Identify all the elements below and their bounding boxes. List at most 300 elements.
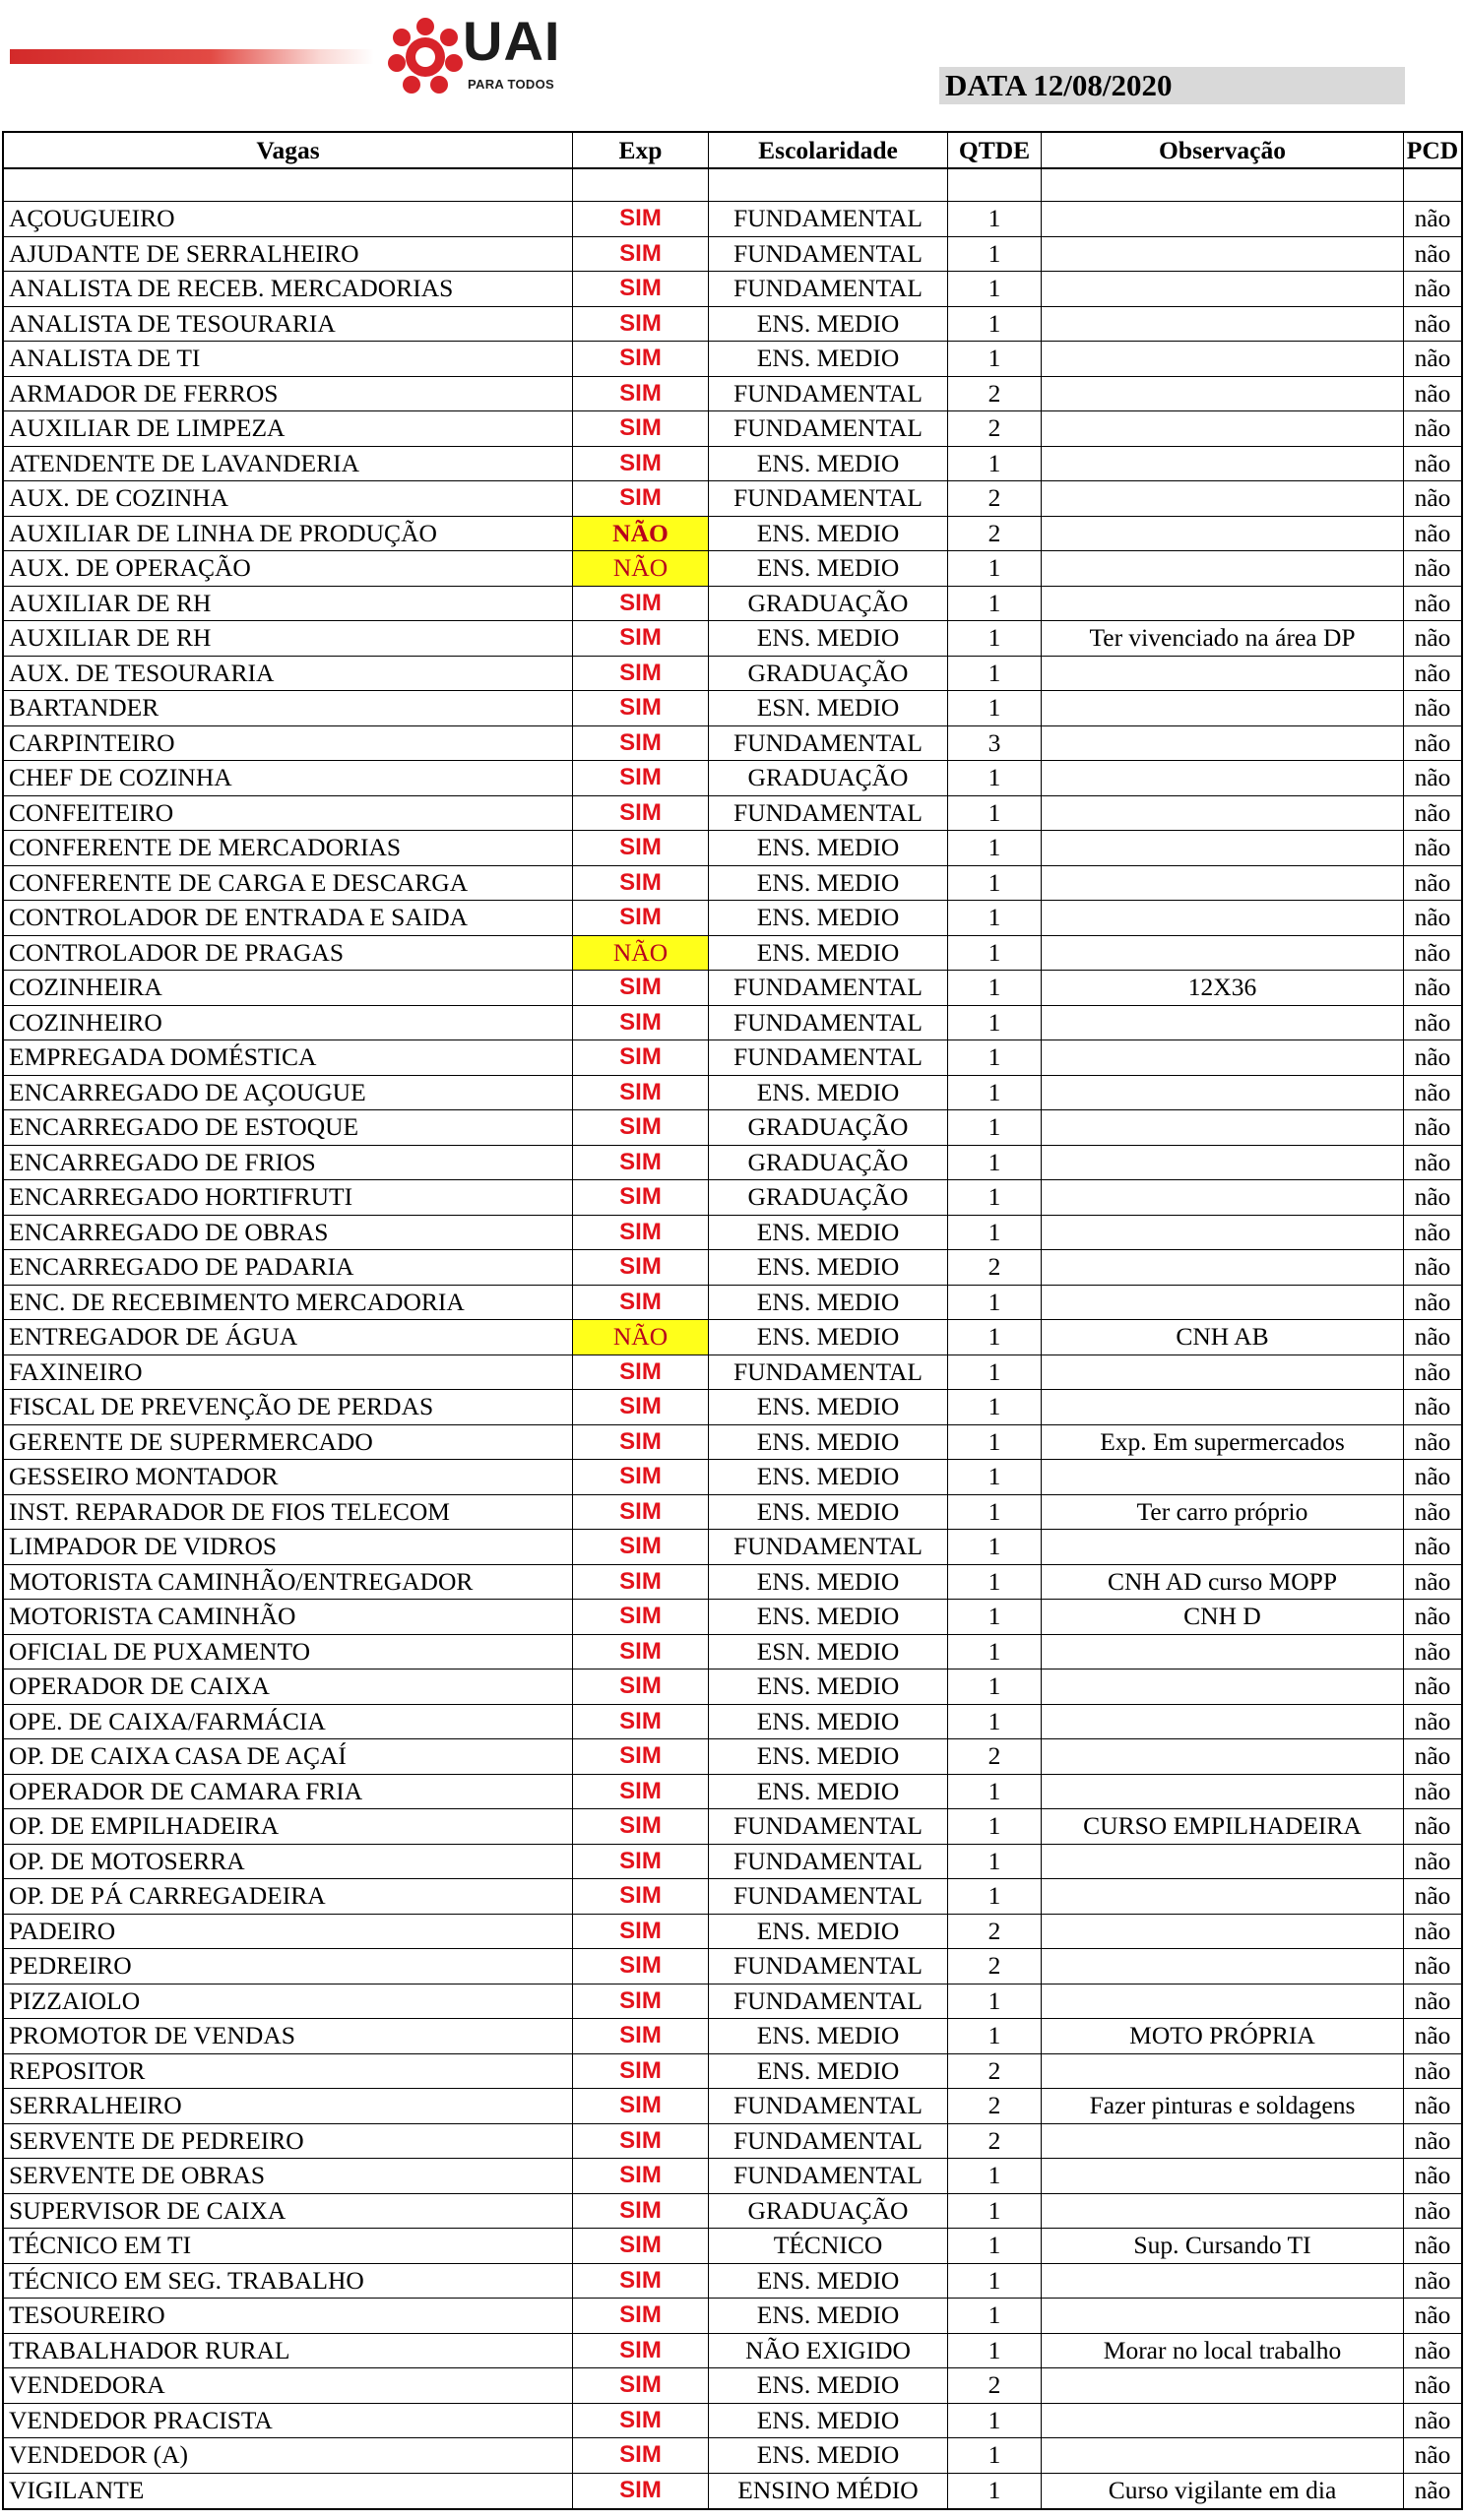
cell-pcd: não bbox=[1414, 1322, 1451, 1351]
cell-exp: SIM bbox=[573, 411, 709, 446]
cell-escolaridade: ENS. MEDIO bbox=[709, 866, 948, 901]
cell-exp: SIM bbox=[573, 587, 709, 621]
cell-pcd: não bbox=[1414, 378, 1451, 408]
cell-vaga: ANALISTA DE TESOURARIA bbox=[4, 307, 573, 342]
cell-pcd: não bbox=[1414, 2405, 1451, 2434]
cell-escolaridade: GRADUAÇÃO bbox=[709, 2194, 948, 2229]
cell-vaga: VENDEDOR (A) bbox=[4, 2438, 573, 2473]
cell-pcd: não bbox=[1414, 1706, 1451, 1735]
cell-observacao bbox=[1042, 2404, 1404, 2438]
cell-exp: SIM bbox=[573, 901, 709, 935]
cell-qtde: 2 bbox=[948, 2054, 1042, 2089]
cell-observacao bbox=[1042, 901, 1404, 935]
cell-escolaridade: ENS. MEDIO bbox=[709, 342, 948, 376]
cell-escolaridade: ENS. MEDIO bbox=[709, 936, 948, 971]
cell-vaga: ENCARREGADO DE PADARIA bbox=[4, 1250, 573, 1285]
cell-exp: SIM bbox=[573, 1809, 709, 1844]
cell-observacao bbox=[1042, 2194, 1404, 2229]
table-row bbox=[4, 307, 1461, 343]
table-row bbox=[4, 1565, 1461, 1601]
cell-exp: SIM bbox=[573, 1250, 709, 1285]
cell-exp: SIM bbox=[573, 831, 709, 865]
table-row bbox=[4, 2159, 1461, 2194]
cell-escolaridade: FUNDAMENTAL bbox=[709, 1006, 948, 1040]
cell-escolaridade: FUNDAMENTAL bbox=[709, 796, 948, 831]
empty-cell bbox=[948, 169, 1042, 201]
cell-exp: SIM bbox=[573, 1216, 709, 1250]
cell-pcd: não bbox=[1414, 238, 1451, 268]
cell-qtde: 1 bbox=[948, 971, 1042, 1005]
header-red-bar bbox=[10, 49, 374, 64]
cell-escolaridade: ENS. MEDIO bbox=[709, 901, 948, 935]
cell-qtde: 1 bbox=[948, 2159, 1042, 2193]
cell-pcd: não bbox=[1414, 1462, 1451, 1490]
cell-observacao: Curso vigilante em dia bbox=[1042, 2474, 1404, 2509]
cell-escolaridade: GRADUAÇÃO bbox=[709, 761, 948, 795]
cell-observacao: Ter vivenciado na área DP bbox=[1042, 621, 1404, 656]
cell-pcd: não bbox=[1414, 1426, 1451, 1456]
cell-pcd: não bbox=[1414, 1392, 1451, 1420]
cell-qtde: 1 bbox=[948, 796, 1042, 831]
cell-pcd: não bbox=[1414, 1881, 1451, 1910]
cell-pcd: não bbox=[1414, 2021, 1451, 2049]
cell-exp: SIM bbox=[573, 691, 709, 725]
cell-pcd: não bbox=[1414, 1252, 1451, 1281]
cell-qtde: 1 bbox=[948, 2474, 1042, 2509]
cell-exp: SIM bbox=[573, 726, 709, 761]
cell-escolaridade: FUNDAMENTAL bbox=[709, 202, 948, 236]
cell-observacao bbox=[1042, 202, 1404, 236]
cell-pcd: não bbox=[1414, 483, 1451, 512]
cell-pcd: não bbox=[1414, 1496, 1451, 1526]
cell-exp: SIM bbox=[573, 621, 709, 656]
cell-qtde: 1 bbox=[948, 1809, 1042, 1844]
cell-escolaridade: ENS. MEDIO bbox=[709, 621, 948, 656]
cell-vaga: FAXINEIRO bbox=[4, 1355, 573, 1390]
cell-exp: SIM bbox=[573, 1495, 709, 1530]
cell-observacao bbox=[1042, 411, 1404, 446]
cell-escolaridade: FUNDAMENTAL bbox=[709, 481, 948, 516]
cell-vaga: CONFERENTE DE CARGA E DESCARGA bbox=[4, 866, 573, 901]
cell-escolaridade: FUNDAMENTAL bbox=[709, 1809, 948, 1844]
cell-escolaridade: FUNDAMENTAL bbox=[709, 1984, 948, 2019]
cell-observacao: CNH AD curso MOPP bbox=[1042, 1565, 1404, 1600]
cell-escolaridade: ENS. MEDIO bbox=[709, 307, 948, 342]
cell-qtde: 1 bbox=[948, 307, 1042, 342]
table-row bbox=[4, 377, 1461, 412]
cell-exp: SIM bbox=[573, 2194, 709, 2229]
cell-vaga: ENCARREGADO HORTIFRUTI bbox=[4, 1180, 573, 1215]
cell-pcd: não bbox=[1414, 204, 1451, 232]
cell-pcd: não bbox=[1414, 1042, 1451, 1071]
cell-qtde: 1 bbox=[948, 272, 1042, 306]
cell-vaga: TÉCNICO EM SEG. TRABALHO bbox=[4, 2264, 573, 2299]
cell-observacao: Fazer pinturas e soldagens bbox=[1042, 2089, 1404, 2123]
cell-qtde: 1 bbox=[948, 1600, 1042, 1634]
cell-escolaridade: ENS. MEDIO bbox=[709, 1600, 948, 1634]
cell-observacao: Exp. Em supermercados bbox=[1042, 1425, 1404, 1460]
cell-escolaridade: ENS. MEDIO bbox=[709, 517, 948, 551]
cell-pcd: não bbox=[1414, 2125, 1451, 2155]
cell-observacao bbox=[1042, 866, 1404, 901]
col-header-exp: Exp bbox=[573, 133, 709, 167]
cell-qtde: 1 bbox=[948, 1635, 1042, 1670]
cell-pcd: não bbox=[1414, 693, 1451, 722]
uai-logo bbox=[386, 10, 583, 104]
cell-pcd: não bbox=[1414, 1951, 1451, 1980]
cell-vaga: AJUDANTE DE SERRALHEIRO bbox=[4, 237, 573, 272]
cell-pcd: não bbox=[1414, 2335, 1451, 2364]
cell-exp: SIM bbox=[573, 2054, 709, 2089]
table-row bbox=[4, 761, 1461, 796]
cell-pcd: não bbox=[1414, 1602, 1451, 1630]
cell-qtde: 1 bbox=[948, 1705, 1042, 1739]
cell-qtde: 1 bbox=[948, 1110, 1042, 1145]
cell-vaga: GESSEIRO MONTADOR bbox=[4, 1460, 573, 1494]
cell-pcd: não bbox=[1414, 658, 1451, 687]
cell-exp: SIM bbox=[573, 1425, 709, 1460]
cell-pcd: não bbox=[1414, 973, 1451, 1001]
cell-vaga: EMPREGADA DOMÉSTICA bbox=[4, 1040, 573, 1075]
cell-vaga: ANALISTA DE RECEB. MERCADORIAS bbox=[4, 272, 573, 306]
cell-observacao bbox=[1042, 1006, 1404, 1040]
cell-escolaridade: ENS. MEDIO bbox=[709, 1425, 948, 1460]
table-row bbox=[4, 1040, 1461, 1076]
cell-escolaridade: ENS. MEDIO bbox=[709, 1495, 948, 1530]
cell-escolaridade: ESN. MEDIO bbox=[709, 1635, 948, 1670]
cell-qtde: 1 bbox=[948, 2229, 1042, 2263]
cell-exp: SIM bbox=[573, 1110, 709, 1145]
cell-vaga: VENDEDORA bbox=[4, 2368, 573, 2403]
cell-exp: SIM bbox=[573, 2299, 709, 2333]
cell-observacao: Ter carro próprio bbox=[1042, 1495, 1404, 1530]
cell-qtde: 1 bbox=[948, 621, 1042, 656]
cell-vaga: ATENDENTE DE LAVANDERIA bbox=[4, 447, 573, 481]
table-body bbox=[4, 202, 1461, 2508]
cell-exp: SIM bbox=[573, 2334, 709, 2368]
cell-exp: SIM bbox=[573, 1006, 709, 1040]
cell-qtde: 1 bbox=[948, 1495, 1042, 1530]
cell-exp: SIM bbox=[573, 2404, 709, 2438]
cell-qtde: 1 bbox=[948, 1530, 1042, 1564]
cell-pcd: não bbox=[1414, 413, 1451, 442]
cell-escolaridade: FUNDAMENTAL bbox=[709, 2124, 948, 2159]
cell-escolaridade: ENS. MEDIO bbox=[709, 1216, 948, 1250]
cell-qtde: 1 bbox=[948, 1146, 1042, 1180]
cell-exp: SIM bbox=[573, 1915, 709, 1949]
cell-pcd: não bbox=[1414, 833, 1451, 861]
cell-escolaridade: ENS. MEDIO bbox=[709, 551, 948, 586]
cell-escolaridade: ENS. MEDIO bbox=[709, 1076, 948, 1110]
cell-escolaridade: GRADUAÇÃO bbox=[709, 587, 948, 621]
table-row bbox=[4, 2194, 1461, 2230]
cell-exp: SIM bbox=[573, 307, 709, 342]
cell-exp: SIM bbox=[573, 1949, 709, 1984]
cell-pcd: não bbox=[1414, 1985, 1451, 2015]
cell-vaga: GERENTE DE SUPERMERCADO bbox=[4, 1425, 573, 1460]
cell-qtde: 1 bbox=[948, 1879, 1042, 1914]
cell-vaga: SERVENTE DE OBRAS bbox=[4, 2159, 573, 2193]
table-row bbox=[4, 272, 1461, 307]
cell-pcd: não bbox=[1414, 344, 1451, 372]
cell-observacao: CNH D bbox=[1042, 1600, 1404, 1634]
cell-escolaridade: FUNDAMENTAL bbox=[709, 1845, 948, 1879]
table-row bbox=[4, 2334, 1461, 2369]
cell-vaga: MOTORISTA CAMINHÃO bbox=[4, 1600, 573, 1634]
cell-vaga: TRABALHADOR RURAL bbox=[4, 2334, 573, 2368]
cell-vaga: PADEIRO bbox=[4, 1915, 573, 1949]
cell-qtde: 2 bbox=[948, 1915, 1042, 1949]
cell-pcd: não bbox=[1414, 937, 1451, 967]
cell-observacao bbox=[1042, 2124, 1404, 2159]
cell-escolaridade: FUNDAMENTAL bbox=[709, 2089, 948, 2123]
cell-vaga: BARTANDER bbox=[4, 691, 573, 725]
table-row bbox=[4, 1425, 1461, 1461]
cell-observacao bbox=[1042, 1390, 1404, 1424]
cell-observacao bbox=[1042, 587, 1404, 621]
table-row bbox=[4, 202, 1461, 237]
table-row bbox=[4, 2299, 1461, 2334]
cell-pcd: não bbox=[1414, 1007, 1451, 1037]
cell-escolaridade: ENS. MEDIO bbox=[709, 2299, 948, 2333]
cell-pcd: não bbox=[1414, 2440, 1451, 2469]
cell-observacao bbox=[1042, 1146, 1404, 1180]
table-row bbox=[4, 726, 1461, 762]
table-row bbox=[4, 1076, 1461, 1111]
empty-cell bbox=[4, 169, 573, 201]
cell-observacao bbox=[1042, 237, 1404, 272]
cell-qtde: 2 bbox=[948, 2089, 1042, 2123]
cell-vaga: SUPERVISOR DE CAIXA bbox=[4, 2194, 573, 2229]
cell-pcd: não bbox=[1414, 2231, 1451, 2259]
cell-escolaridade: ENS. MEDIO bbox=[709, 1915, 948, 1949]
cell-observacao: 12X36 bbox=[1042, 971, 1404, 1005]
logo-mark-icon bbox=[386, 16, 465, 98]
cell-escolaridade: ENS. MEDIO bbox=[709, 2264, 948, 2299]
cell-pcd: não bbox=[1414, 448, 1451, 477]
cell-pcd: não bbox=[1414, 1776, 1451, 1805]
cell-pcd: não bbox=[1414, 797, 1451, 827]
cell-vaga: ENCARREGADO DE AÇOUGUE bbox=[4, 1076, 573, 1110]
cell-exp: SIM bbox=[573, 761, 709, 795]
cell-qtde: 1 bbox=[948, 901, 1042, 935]
empty-row bbox=[4, 169, 1461, 202]
table-row bbox=[4, 1949, 1461, 1984]
cell-vaga: AUX. DE TESOURARIA bbox=[4, 657, 573, 691]
cell-escolaridade: FUNDAMENTAL bbox=[709, 1879, 948, 1914]
cell-observacao bbox=[1042, 1460, 1404, 1494]
cell-escolaridade: GRADUAÇÃO bbox=[709, 657, 948, 691]
cell-vaga: ARMADOR DE FERROS bbox=[4, 377, 573, 411]
cell-pcd: não bbox=[1414, 1741, 1451, 1770]
cell-vaga: CONTROLADOR DE PRAGAS bbox=[4, 936, 573, 971]
cell-exp: SIM bbox=[573, 2124, 709, 2159]
cell-escolaridade: GRADUAÇÃO bbox=[709, 1146, 948, 1180]
cell-exp: SIM bbox=[573, 2368, 709, 2403]
cell-observacao bbox=[1042, 1110, 1404, 1145]
cell-qtde: 2 bbox=[948, 411, 1042, 446]
table-row bbox=[4, 1460, 1461, 1495]
cell-escolaridade: ENS. MEDIO bbox=[709, 1705, 948, 1739]
cell-vaga: CHEF DE COZINHA bbox=[4, 761, 573, 795]
table-row bbox=[4, 2124, 1461, 2160]
cell-vaga: INST. REPARADOR DE FIOS TELECOM bbox=[4, 1495, 573, 1530]
cell-qtde: 1 bbox=[948, 831, 1042, 865]
cell-pcd: não bbox=[1414, 1566, 1451, 1596]
cell-pcd: não bbox=[1414, 1916, 1451, 1945]
cell-escolaridade: TÉCNICO bbox=[709, 2229, 948, 2263]
table-row bbox=[4, 411, 1461, 447]
cell-qtde: 1 bbox=[948, 447, 1042, 481]
cell-qtde: 1 bbox=[948, 2438, 1042, 2473]
cell-qtde: 1 bbox=[948, 1460, 1042, 1494]
cell-qtde: 1 bbox=[948, 1286, 1042, 1320]
cell-observacao: MOTO PRÓPRIA bbox=[1042, 2019, 1404, 2053]
cell-qtde: 1 bbox=[948, 657, 1042, 691]
cell-observacao bbox=[1042, 481, 1404, 516]
cell-vaga: OPE. DE CAIXA/FARMÁCIA bbox=[4, 1705, 573, 1739]
cell-exp: NÃO bbox=[573, 517, 709, 551]
cell-qtde: 1 bbox=[948, 1670, 1042, 1704]
cell-observacao bbox=[1042, 726, 1404, 761]
date-label: DATA 12/08/2020 bbox=[939, 67, 1405, 104]
cell-qtde: 1 bbox=[948, 866, 1042, 901]
cell-exp: SIM bbox=[573, 1739, 709, 1774]
cell-observacao bbox=[1042, 307, 1404, 342]
cell-vaga: ENCARREGADO DE OBRAS bbox=[4, 1216, 573, 1250]
cell-escolaridade: FUNDAMENTAL bbox=[709, 1530, 948, 1564]
table-row bbox=[4, 2404, 1461, 2439]
cell-exp: SIM bbox=[573, 657, 709, 691]
cell-escolaridade: FUNDAMENTAL bbox=[709, 377, 948, 411]
table-row bbox=[4, 517, 1461, 552]
table-row bbox=[4, 237, 1461, 273]
cell-observacao bbox=[1042, 342, 1404, 376]
cell-qtde: 1 bbox=[948, 2264, 1042, 2299]
cell-exp: SIM bbox=[573, 2019, 709, 2053]
table-row bbox=[4, 621, 1461, 657]
cell-observacao bbox=[1042, 936, 1404, 971]
cell-pcd: não bbox=[1414, 1147, 1451, 1176]
cell-vaga: CARPINTEIRO bbox=[4, 726, 573, 761]
cell-vaga: AUX. DE OPERAÇÃO bbox=[4, 551, 573, 586]
cell-escolaridade: FUNDAMENTAL bbox=[709, 1355, 948, 1390]
cell-observacao bbox=[1042, 1845, 1404, 1879]
cell-escolaridade: FUNDAMENTAL bbox=[709, 1040, 948, 1075]
cell-exp: SIM bbox=[573, 202, 709, 236]
table-row bbox=[4, 1635, 1461, 1670]
cell-exp: SIM bbox=[573, 272, 709, 306]
cell-observacao bbox=[1042, 691, 1404, 725]
table-row bbox=[4, 342, 1461, 377]
cell-exp: SIM bbox=[573, 971, 709, 1005]
cell-exp: SIM bbox=[573, 2229, 709, 2263]
table-row bbox=[4, 1600, 1461, 1635]
table-row bbox=[4, 691, 1461, 726]
cell-vaga: COZINHEIRA bbox=[4, 971, 573, 1005]
cell-exp: SIM bbox=[573, 1040, 709, 1075]
cell-vaga: OP. DE MOTOSERRA bbox=[4, 1845, 573, 1879]
cell-escolaridade: ENS. MEDIO bbox=[709, 1460, 948, 1494]
cell-vaga: ENCARREGADO DE ESTOQUE bbox=[4, 1110, 573, 1145]
cell-vaga: MOTORISTA CAMINHÃO/ENTREGADOR bbox=[4, 1565, 573, 1600]
cell-observacao: CURSO EMPILHADEIRA bbox=[1042, 1809, 1404, 1844]
col-header-escolaridade: Escolaridade bbox=[709, 133, 948, 167]
cell-pcd: não bbox=[1414, 1532, 1451, 1560]
cell-qtde: 2 bbox=[948, 1250, 1042, 1285]
cell-pcd: não bbox=[1414, 1217, 1451, 1246]
table-row bbox=[4, 1879, 1461, 1915]
cell-exp: SIM bbox=[573, 1390, 709, 1424]
cell-vaga: PEDREIRO bbox=[4, 1949, 573, 1984]
cell-vaga: OP. DE PÁ CARREGADEIRA bbox=[4, 1879, 573, 1914]
cell-exp: SIM bbox=[573, 1180, 709, 1215]
cell-vaga: AUXILIAR DE RH bbox=[4, 621, 573, 656]
logo-subtitle: PARA TODOS bbox=[468, 77, 554, 92]
cell-qtde: 2 bbox=[948, 517, 1042, 551]
cell-observacao bbox=[1042, 377, 1404, 411]
table-row bbox=[4, 1530, 1461, 1565]
col-header-vagas: Vagas bbox=[4, 133, 573, 167]
cell-exp: SIM bbox=[573, 342, 709, 376]
cell-qtde: 1 bbox=[948, 202, 1042, 236]
table-row bbox=[4, 657, 1461, 692]
cell-pcd: não bbox=[1414, 1636, 1451, 1666]
cell-qtde: 1 bbox=[948, 1040, 1042, 1075]
cell-observacao bbox=[1042, 1949, 1404, 1984]
cell-escolaridade: NÃO EXIGIDO bbox=[709, 2334, 948, 2368]
cell-vaga: FISCAL DE PREVENÇÃO DE PERDAS bbox=[4, 1390, 573, 1424]
cell-observacao bbox=[1042, 1775, 1404, 1809]
table-row bbox=[4, 1320, 1461, 1355]
cell-qtde: 3 bbox=[948, 726, 1042, 761]
table-row bbox=[4, 1355, 1461, 1391]
cell-pcd: não bbox=[1414, 1182, 1451, 1211]
cell-qtde: 2 bbox=[948, 2368, 1042, 2403]
cell-pcd: não bbox=[1414, 2091, 1451, 2119]
cell-observacao bbox=[1042, 272, 1404, 306]
cell-qtde: 2 bbox=[948, 377, 1042, 411]
cell-escolaridade: ENS. MEDIO bbox=[709, 2438, 948, 2473]
cell-observacao bbox=[1042, 2299, 1404, 2333]
cell-qtde: 1 bbox=[948, 587, 1042, 621]
cell-qtde: 2 bbox=[948, 481, 1042, 516]
cell-pcd: não bbox=[1414, 1846, 1451, 1875]
table-row bbox=[4, 2229, 1461, 2264]
cell-exp: SIM bbox=[573, 2089, 709, 2123]
cell-vaga: VIGILANTE bbox=[4, 2474, 573, 2509]
table-row bbox=[4, 1216, 1461, 1251]
cell-exp: SIM bbox=[573, 1705, 709, 1739]
cell-observacao bbox=[1042, 1040, 1404, 1075]
cell-escolaridade: FUNDAMENTAL bbox=[709, 2159, 948, 2193]
cell-vaga: PROMOTOR DE VENDAS bbox=[4, 2019, 573, 2053]
table-row bbox=[4, 1286, 1461, 1321]
cell-exp: SIM bbox=[573, 1845, 709, 1879]
cell-escolaridade: FUNDAMENTAL bbox=[709, 237, 948, 272]
table-row bbox=[4, 1180, 1461, 1216]
cell-exp: SIM bbox=[573, 1670, 709, 1704]
cell-exp: SIM bbox=[573, 1146, 709, 1180]
cell-exp: SIM bbox=[573, 1460, 709, 1494]
cell-qtde: 1 bbox=[948, 551, 1042, 586]
cell-vaga: TESOUREIRO bbox=[4, 2299, 573, 2333]
table-row bbox=[4, 481, 1461, 517]
cell-vaga: TÉCNICO EM TI bbox=[4, 2229, 573, 2263]
cell-vaga: AUXILIAR DE RH bbox=[4, 587, 573, 621]
table-row bbox=[4, 971, 1461, 1006]
cell-qtde: 1 bbox=[948, 1775, 1042, 1809]
